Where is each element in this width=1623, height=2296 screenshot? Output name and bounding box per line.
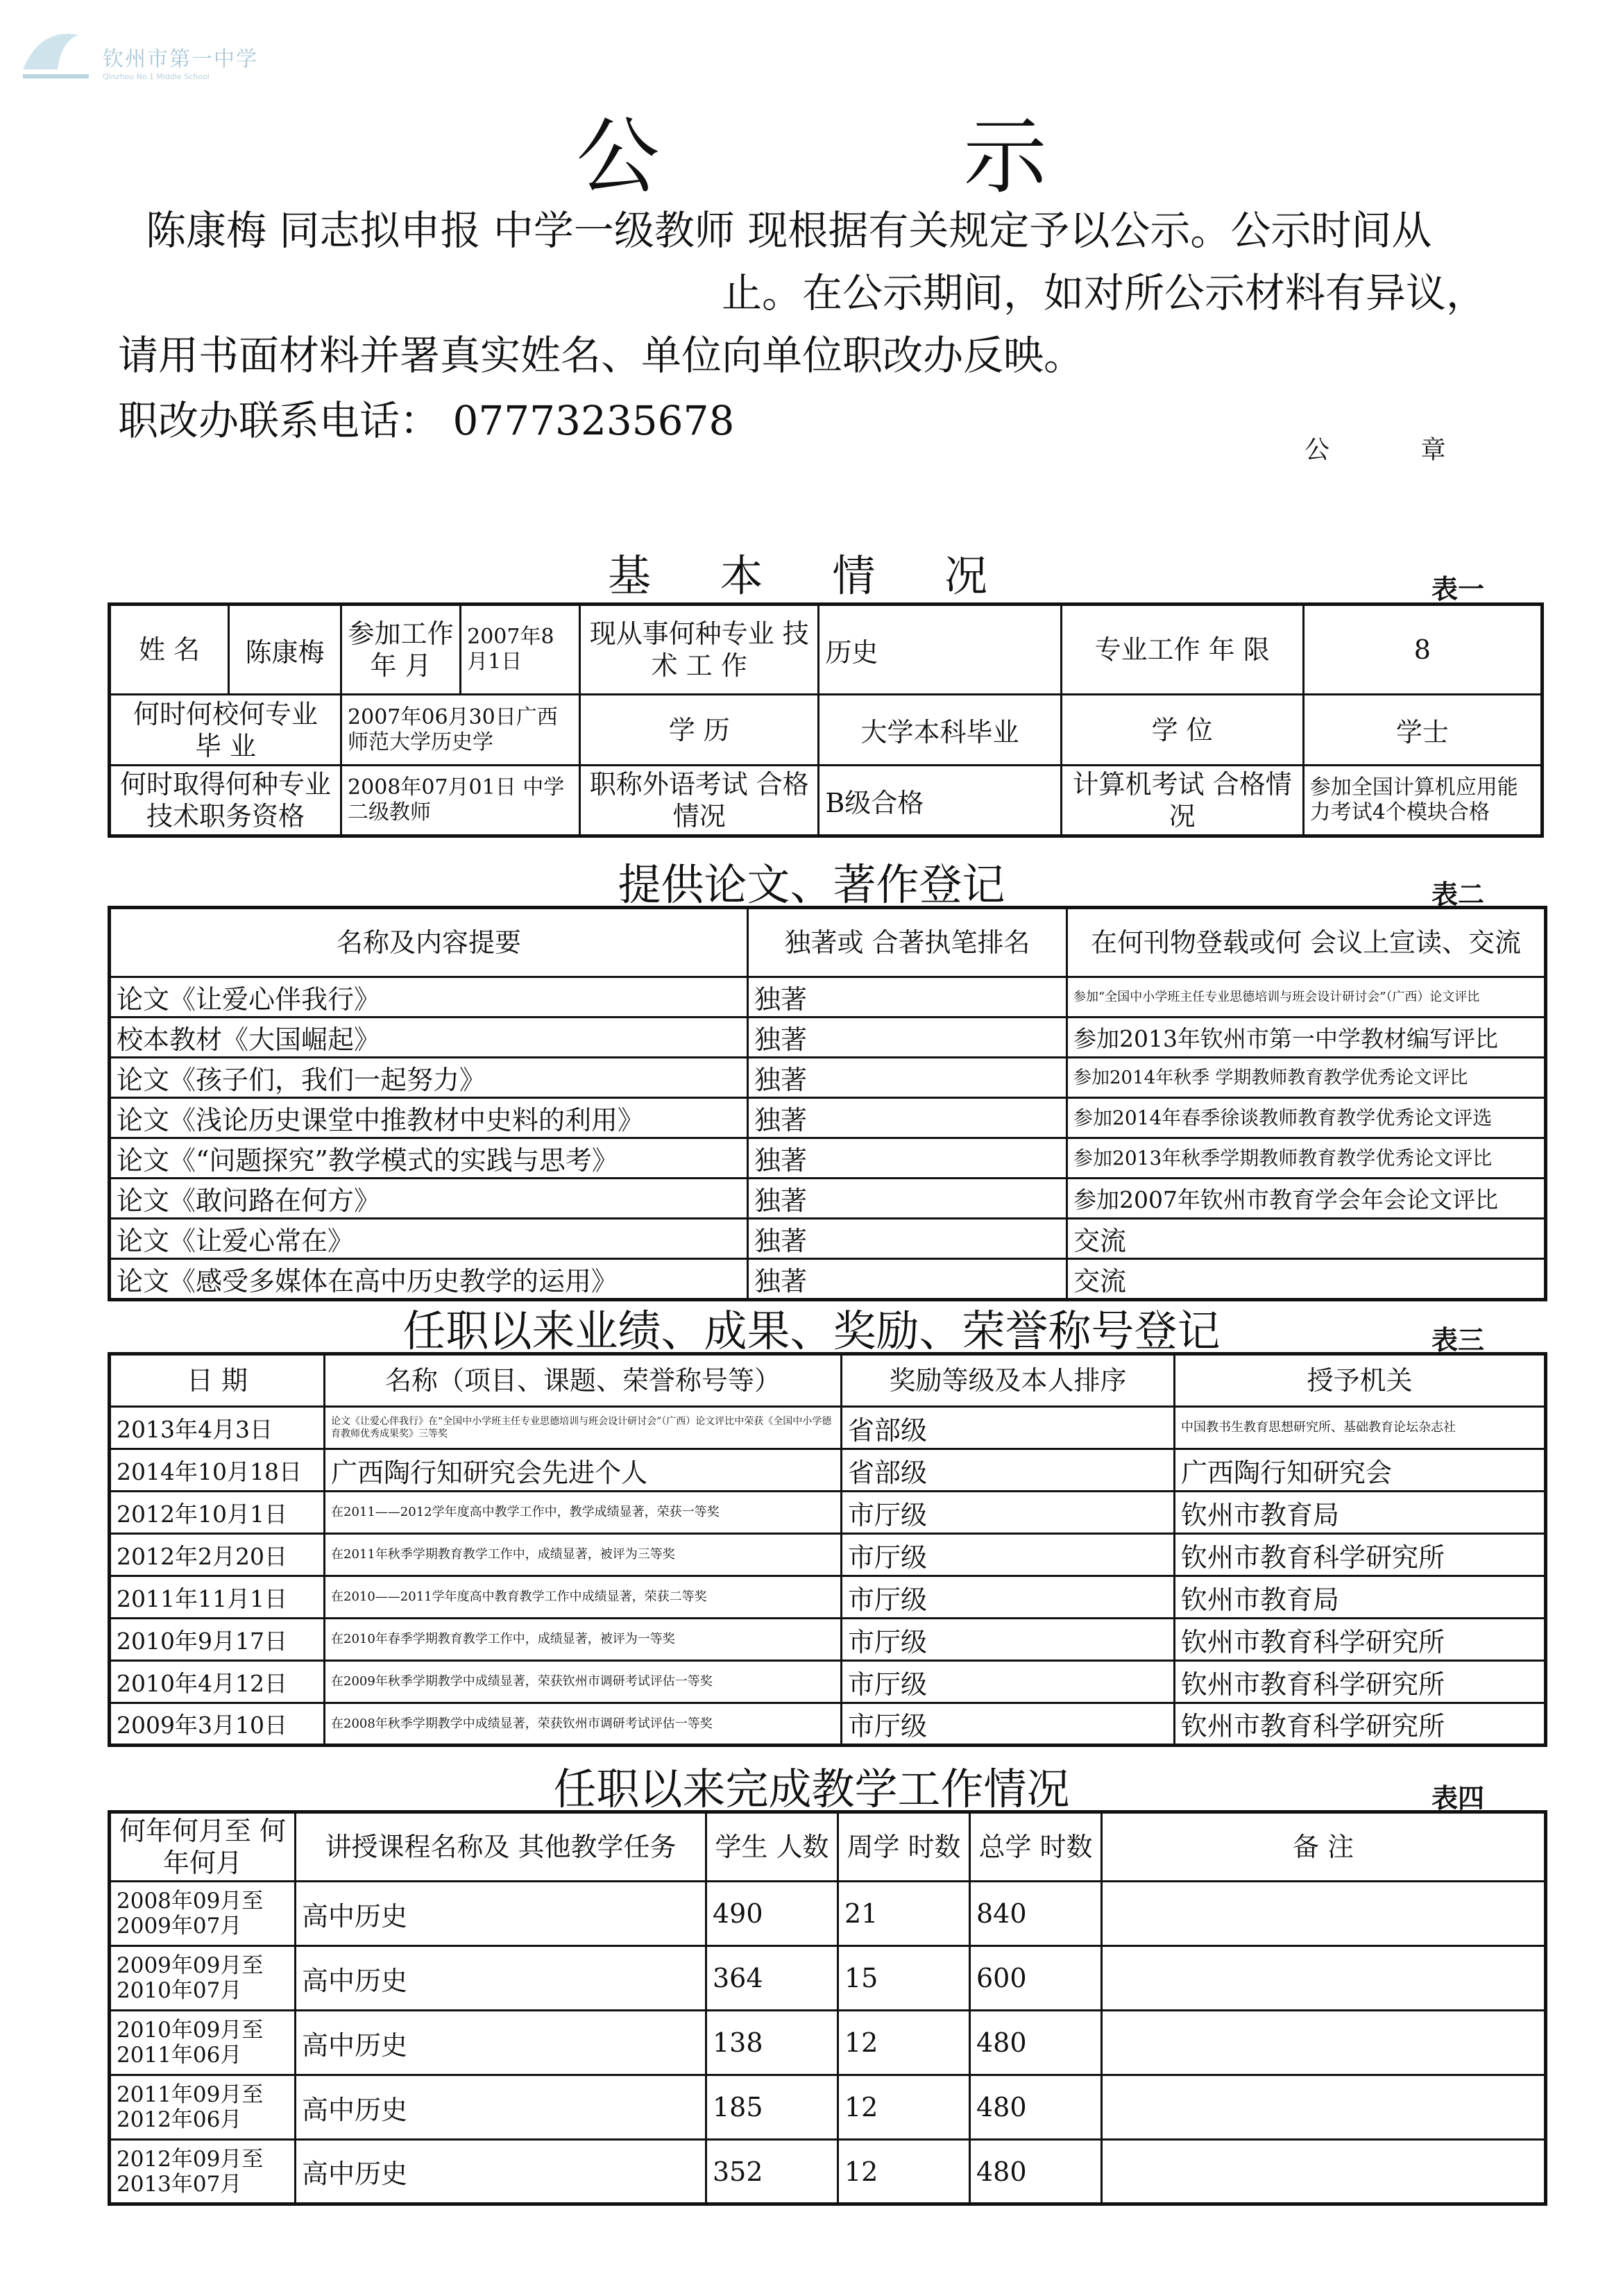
awards-table (108, 1352, 1547, 1747)
table-row (110, 1138, 1546, 1179)
papers-header-name: 名称及内容提要 (110, 908, 748, 977)
award-date: 2012年2月20日 (110, 1534, 325, 1576)
teaching-students: 352 (706, 2140, 838, 2204)
teaching-remarks (1102, 1946, 1546, 2011)
paper-venue: 参加2014年春季徐谈教师教育教学优秀论文评选 (1067, 1098, 1546, 1138)
teaching-remarks (1102, 1882, 1546, 1946)
applied-title: 中学一级教师 (493, 207, 735, 254)
notice-apply-text: 同志拟申报 (266, 207, 493, 254)
notice-line-1-end: 现根据有关规定予以公示。公示时间从 (734, 207, 1432, 254)
awards-header-org: 授予机关 (1175, 1354, 1546, 1407)
award-date: 2014年10月18日 (110, 1449, 325, 1492)
table-3-label: 表三 (1431, 1325, 1484, 1356)
award-level: 市厅级 (842, 1576, 1175, 1619)
paper-name: 论文《浅论历史课堂中推教材中史料的利用》 (110, 1098, 748, 1138)
basic-info-table (108, 602, 1544, 838)
award-level: 市厅级 (842, 1619, 1175, 1661)
table-row (110, 2011, 1546, 2075)
award-org: 中国教书生教育思想研究所、基础教育论坛杂志社 (1175, 1407, 1546, 1449)
paper-name: 论文《敢问路在何方》 (110, 1179, 748, 1219)
award-name: 论文《让爱心伴我行》在“全国中小学班主任专业思德培训与班会设计研讨会”（广西）论文评比中荣获《全国中小学德育教师优秀成果奖》三等奖 (325, 1407, 842, 1449)
page-title: 公 示 (576, 109, 1186, 205)
logo-subtitle: Qinzhou No.1 Middle School (103, 72, 210, 81)
teaching-students: 185 (706, 2075, 838, 2140)
table-row (110, 1703, 1546, 1746)
award-date: 2011年11月1日 (110, 1576, 325, 1619)
award-date: 2012年10月1日 (110, 1492, 325, 1534)
table-row (110, 1619, 1546, 1661)
teaching-remarks (1102, 2075, 1546, 2140)
paper-author: 独著 (748, 1058, 1067, 1098)
paper-author: 独著 (748, 977, 1067, 1018)
degree-label: 学 位 (1061, 695, 1303, 766)
award-org: 广西陶行知研究会 (1175, 1449, 1546, 1492)
paper-author: 独著 (748, 1098, 1067, 1138)
paper-name: 论文《让爱心常在》 (110, 1219, 748, 1259)
education-label: 学 历 (580, 695, 819, 766)
foreign-language-value: B级合格 (819, 766, 1061, 836)
foreign-language-label: 职称外语考试 合格情况 (580, 766, 819, 836)
degree-value: 学士 (1303, 695, 1542, 766)
papers-header-author: 独著或 合著执笔排名 (748, 908, 1067, 977)
paper-author: 独著 (748, 1219, 1067, 1259)
table-row (110, 977, 1546, 1018)
table-row (110, 1492, 1546, 1534)
table-1-label: 表一 (1431, 574, 1484, 605)
teaching-period: 2012年09月至 2013年07月 (110, 2140, 296, 2204)
candidate-name: 陈康梅 (146, 207, 267, 254)
teaching-period: 2010年09月至 2011年06月 (110, 2011, 296, 2075)
teaching-header-weekly-hours: 周学 时数 (838, 1812, 970, 1882)
work-start-label: 参加工作 年 月 (341, 605, 461, 695)
table-row (110, 1576, 1546, 1619)
teaching-table (108, 1810, 1547, 2206)
award-name: 在2010年春季学期教育教学工作中，成绩显著，被评为一等奖 (325, 1619, 842, 1661)
school-logo (19, 21, 269, 90)
paper-venue: 交流 (1067, 1219, 1546, 1259)
official-seal-label: 公 章 (1305, 436, 1488, 464)
teaching-total-hours: 480 (970, 2140, 1102, 2204)
awards-title: 任职以来业绩、成果、奖励、荣誉称号登记 (402, 1306, 1221, 1356)
paper-venue: 参加2007年钦州市教育学会年会论文评比 (1067, 1179, 1546, 1219)
teaching-students: 364 (706, 1946, 838, 2011)
paper-venue: 参加“全国中小学班主任专业思德培训与班会设计研讨会”（广西）论文评比 (1067, 977, 1546, 1018)
papers-table (108, 906, 1547, 1301)
paper-author: 独著 (748, 1259, 1067, 1300)
table-row (110, 1219, 1546, 1259)
table-row (110, 1179, 1546, 1219)
paper-author: 独著 (748, 1179, 1067, 1219)
teaching-course: 高中历史 (296, 2075, 706, 2140)
award-name: 在2010——2011学年度高中教育教学工作中成绩显著，荣获二等奖 (325, 1576, 842, 1619)
teaching-weekly-hours: 12 (838, 2140, 970, 2204)
current-work-label: 现从事何种专业 技 术 工 作 (580, 605, 819, 695)
paper-name: 论文《感受多媒体在高中历史教学的运用》 (110, 1259, 748, 1300)
teaching-weekly-hours: 12 (838, 2011, 970, 2075)
notice-line-3: 请用书面材料并署真实姓名、单位向单位职改办反映。 (118, 332, 1085, 379)
award-date: 2010年4月12日 (110, 1661, 325, 1703)
teaching-header-total-hours: 总学 时数 (970, 1812, 1102, 1882)
teaching-title: 任职以来完成教学工作情况 (553, 1764, 1070, 1814)
paper-name: 论文《让爱心伴我行》 (110, 977, 748, 1018)
paper-venue: 交流 (1067, 1259, 1546, 1300)
table-row (110, 1661, 1546, 1703)
qualification-label: 何时取得何种专业技术职务资格 (110, 766, 341, 836)
awards-header-name: 名称（项目、课题、荣誉称号等） (325, 1354, 842, 1407)
award-org: 钦州市教育局 (1175, 1492, 1546, 1534)
teaching-period: 2009年09月至 2010年07月 (110, 1946, 296, 2011)
teaching-total-hours: 480 (970, 2011, 1102, 2075)
education-value: 大学本科毕业 (819, 695, 1061, 766)
paper-venue: 参加2014年秋季 学期教师教育教学优秀论文评比 (1067, 1058, 1546, 1098)
graduation-label: 何时何校何专业 毕 业 (110, 695, 341, 766)
teaching-total-hours: 600 (970, 1946, 1102, 2011)
teaching-period: 2008年09月至 2009年07月 (110, 1882, 296, 1946)
teaching-period: 2011年09月至 2012年06月 (110, 2075, 296, 2140)
teaching-total-hours: 480 (970, 2075, 1102, 2140)
teaching-students: 490 (706, 1882, 838, 1946)
teaching-course: 高中历史 (296, 1946, 706, 2011)
award-date: 2009年3月10日 (110, 1703, 325, 1746)
teaching-course: 高中历史 (296, 2140, 706, 2204)
qualification-value: 2008年07月01日 中学二级教师 (341, 766, 580, 836)
teaching-header-students: 学生 人数 (706, 1812, 838, 1882)
award-level: 市厅级 (842, 1661, 1175, 1703)
teaching-remarks (1102, 2140, 1546, 2204)
computer-exam-value: 参加全国计算机应用能力考试4个模块合格 (1303, 766, 1542, 836)
name-label: 姓 名 (110, 605, 229, 695)
teaching-header-course: 讲授课程名称及 其他教学任务 (296, 1812, 706, 1882)
award-org: 钦州市教育局 (1175, 1576, 1546, 1619)
papers-title: 提供论文、著作登记 (618, 859, 1005, 910)
award-level: 省部级 (842, 1449, 1175, 1492)
award-name: 在2008年秋季学期教学中成绩显著，荣获钦州市调研考试评估一等奖 (325, 1703, 842, 1746)
table-row (110, 1449, 1546, 1492)
teaching-weekly-hours: 21 (838, 1882, 970, 1946)
table-row (110, 1407, 1546, 1449)
paper-name: 校本教材《大国崛起》 (110, 1018, 748, 1058)
paper-author: 独著 (748, 1138, 1067, 1179)
current-work-value: 历史 (819, 605, 1061, 695)
table-2-label: 表二 (1431, 879, 1484, 910)
school-logo-icon (19, 21, 96, 83)
paper-name: 论文《“问题探究”教学模式的实践与思考》 (110, 1138, 748, 1179)
basic-info-title: 基 本 情 况 (607, 550, 1016, 601)
table-row (110, 1018, 1546, 1058)
contact-phone-line (118, 390, 734, 451)
award-org: 钦州市教育科学研究所 (1175, 1534, 1546, 1576)
table-row (110, 1058, 1546, 1098)
teaching-weekly-hours: 12 (838, 2075, 970, 2140)
table-row (110, 2075, 1546, 2140)
table-row (110, 1259, 1546, 1300)
paper-venue: 参加2013年秋季学期教师教育教学优秀论文评比 (1067, 1138, 1546, 1179)
table-4-label: 表四 (1431, 1783, 1484, 1814)
phone-number: 07773235678 (452, 397, 735, 444)
name-value: 陈康梅 (229, 605, 341, 695)
award-org: 钦州市教育科学研究所 (1175, 1661, 1546, 1703)
award-name: 广西陶行知研究会先进个人 (325, 1449, 842, 1492)
computer-exam-label: 计算机考试 合格情况 (1061, 766, 1303, 836)
award-level: 市厅级 (842, 1534, 1175, 1576)
award-name: 在2009年秋季学期教学中成绩显著，荣获钦州市调研考试评估一等奖 (325, 1661, 842, 1703)
notice-line-1 (146, 200, 1431, 261)
work-years-value: 8 (1303, 605, 1542, 695)
paper-name: 论文《孩子们，我们一起努力》 (110, 1058, 748, 1098)
work-start-value: 2007年8月1日 (461, 605, 580, 695)
work-years-label: 专业工作 年 限 (1061, 605, 1303, 695)
graduation-value: 2007年06月30日广西师范大学历史学 (341, 695, 580, 766)
teaching-course: 高中历史 (296, 1882, 706, 1946)
papers-header-venue: 在何刊物登载或何 会议上宣读、交流 (1067, 908, 1546, 977)
table-row (110, 2140, 1546, 2204)
teaching-total-hours: 840 (970, 1882, 1102, 1946)
award-date: 2010年9月17日 (110, 1619, 325, 1661)
table-row (110, 1098, 1546, 1138)
award-date: 2013年4月3日 (110, 1407, 325, 1449)
phone-label: 职改办联系电话： (118, 397, 441, 444)
logo-text: 钦州市第一中学 (103, 47, 258, 71)
award-org: 钦州市教育科学研究所 (1175, 1619, 1546, 1661)
award-level: 省部级 (842, 1407, 1175, 1449)
paper-venue: 参加2013年钦州市第一中学教材编写评比 (1067, 1018, 1546, 1058)
award-name: 在2011——2012学年度高中教学工作中，教学成绩显著，荣获一等奖 (325, 1492, 842, 1534)
paper-author: 独著 (748, 1018, 1067, 1058)
awards-header-level: 奖励等级及本人排序 (842, 1354, 1175, 1407)
table-row (110, 1882, 1546, 1946)
table-row (110, 1534, 1546, 1576)
teaching-students: 138 (706, 2011, 838, 2075)
award-level: 市厅级 (842, 1703, 1175, 1746)
teaching-header-remarks: 备 注 (1102, 1812, 1546, 1882)
award-level: 市厅级 (842, 1492, 1175, 1534)
teaching-weekly-hours: 15 (838, 1946, 970, 2011)
awards-header-date: 日 期 (110, 1354, 325, 1407)
teaching-course: 高中历史 (296, 2011, 706, 2075)
award-org: 钦州市教育科学研究所 (1175, 1703, 1546, 1746)
teaching-remarks (1102, 2011, 1546, 2075)
teaching-header-period: 何年何月至 何年何月 (110, 1812, 296, 1882)
notice-line-2: 止。在公示期间，如对所公示材料有异议， (722, 269, 1487, 316)
table-row (110, 1946, 1546, 2011)
award-name: 在2011年秋季学期教育教学工作中，成绩显著，被评为三等奖 (325, 1534, 842, 1576)
